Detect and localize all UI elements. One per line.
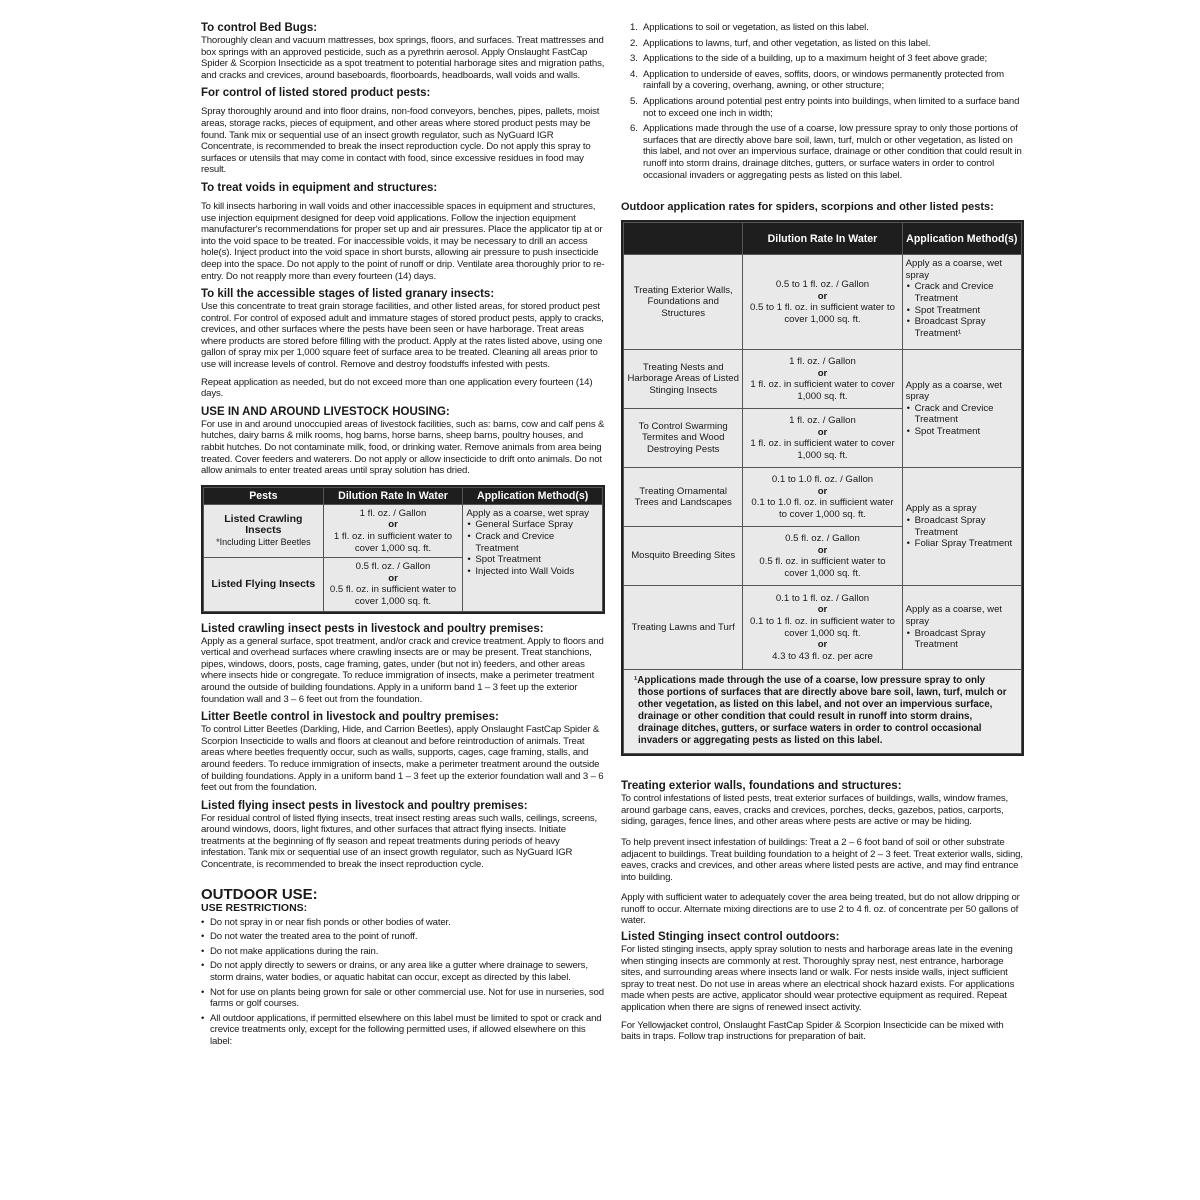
method-list [906, 281, 1018, 339]
stinging-p1: For listed stinging insects, apply spray solution to nests and harborage areas late in the evening when stinging insects are commonly at rest. Thoroughly spray nest, nest entrance, harborage sites, and surrounding areas where insects land or walk. For nests inside walls, inject sufficient spray to treat nest. Do not use in areas where an electrical shock hazard exists. For applications made when pests are active, applicator should wear protective equipment as required. Repeat application when there are signs of renewed insect activity. [621, 944, 1015, 1014]
rate-cell [323, 504, 463, 557]
voids-heading: To treat voids in equipment and structures: [201, 181, 438, 194]
method-cell [902, 255, 1021, 350]
method-item: • Injected into Wall Voids [466, 566, 599, 578]
permitted-item [621, 22, 1024, 34]
item-number: 1. [630, 22, 638, 33]
permitted-item [621, 123, 1024, 181]
method-list [466, 519, 599, 577]
rate-c: 4.3 to 43 fl. oz. per acre [772, 650, 873, 662]
method-item: • Crack and Crevice Treatment [466, 531, 599, 554]
bedbugs-heading: To control Bed Bugs: [201, 22, 318, 34]
item-number: 3. [630, 53, 638, 65]
exterior-p1: To control infestations of listed pests, treat exterior surfaces of buildings, walls, window frames, around garbage cans, eaves, cracks and crevices, porches, decks, gazebos, patios, carports, siding, garages, fence lines, and other areas where pests are active or may be hiding. [621, 793, 1009, 828]
rate-b: 0.5 to 1 fl. oz. in sufficient water to cover 1,000 sq. ft. [750, 302, 895, 325]
table-row [624, 255, 1022, 350]
restrictions-heading: USE RESTRICTIONS: [201, 901, 308, 914]
rate-b: 1 fl. oz. in sufficient water to cover 1,000 sq. ft. [750, 379, 895, 402]
stinging-heading: Listed Stinging insect control outdoors: [621, 931, 840, 944]
site-cell: To Control Swarming Termites and Wood Destroying Pests [624, 409, 743, 468]
rate-a: 0.5 to 1 fl. oz. / Gallon [775, 278, 870, 290]
exterior-heading: Treating exterior walls, foundations and structures: [621, 780, 902, 793]
rate-a: 0.5 fl. oz. / Gallon [785, 532, 860, 544]
crawling-text: Apply as a general surface, spot treatment, and/or crack and crevice treatment. Apply to floors and vertical and overhead surfaces where crawling insects are or may be present. Treat stanchions, pipes, windows, doors, posts, cage framing, gates, under (but not in) feeders, and other areas where insects hide or congregate. To reduce immigration of insects, make a perimeter treatment around the outside of building foundations. Apply in a uniform band 1 – 3 feet up the exterior foundation wall and 3 – 6 feet out from the foundation. [201, 635, 604, 705]
rate-cell [743, 468, 902, 527]
method-list [906, 628, 1018, 651]
stored-text: Spray thoroughly around and into floor drains, non-food conveyors, benches, pipes, pallets, moist areas, storage racks, pieces of equipment, and other areas where stored product pests may be found. Tank mix or sequential use of an insect growth regulator, such as NyGuard IGR Concentrate, is recommended to break the insect reproduction cycle. Do not apply this spray to surfaces or utensils that may come in contact with food, since excessive residues in food may result. [201, 106, 600, 176]
right-column [621, 22, 1024, 1043]
item-text: Application to underside of eaves, soffits, doors, or windows permanently protected from rainfall by a covering, overhang, awning, or other structure; [643, 68, 1004, 92]
item-text: Applications to the side of a building, up to a maximum height of 3 feet above grade; [643, 53, 988, 65]
rate-b: 0.5 fl. oz. in sufficient water to cover 1,000 sq. ft. [329, 584, 457, 607]
table-footnote: ¹Applications made through the use of a coarse, low pressure spray to only those portions of surfaces that are directly above bare soil, lawn, turf, mulch or other vegetation, as listed on this label, and not over an impervious surface, drainage or other condition that could result in runoff into storm drains, drainage ditches, gutters, or surface waters in order to control occasional invaders or aggregating pests as listed on this label. [623, 670, 1022, 754]
permitted-uses-list [621, 22, 1024, 181]
pest-name: Listed Crawling Insects [224, 512, 303, 537]
rate-or: or [817, 485, 828, 497]
site-cell: Treating Exterior Walls, Foundations and Structures [624, 255, 743, 350]
site-cell: Treating Lawns and Turf [624, 586, 743, 670]
header-site [624, 223, 743, 255]
method-intro: Apply as a coarse, wet spray [905, 258, 1003, 281]
restriction-item: • Do not apply directly to sewers or drains, or any area like a gutter where drainage to sewers, storm drains, water bodies, or aquatic habitat can occur, except as directed by this label. [201, 960, 605, 983]
item-number: 4. [630, 68, 638, 80]
method-item: • General Surface Spray [466, 519, 599, 531]
exterior-p2: To help prevent insect infestation of buildings: Treat a 2 – 6 foot band of soil or other substrate adjacent to buildings. Treat building foundation to a height of 2 – 3 feet. Treat exterior walls, siding, eaves, cracks and crevices, and other areas where listed pests are active, and may find entrance into building. [621, 836, 1023, 883]
method-item: • Crack and Crevice Treatment [906, 281, 1018, 304]
voids-text: To kill insects harboring in wall voids and other inaccessible spaces in equipment and structures, use injection equipment designed for deep void applications. Follow the injection equipment manufacturer's recommendations for proper set up and air pressures. Place the applicator tip at or into the void space to be treated. For inaccessible voids, it may be necessary to drill an access hole(s). Inject product into the void space in short bursts, allowing air pressure to push insecticide deep into the space. Do not apply to the point of runoff or drip. Ventilate area thoroughly prior to re-entry. Do not reapply more than every fourteen (14) days. [201, 200, 605, 282]
granary-heading: To kill the accessible stages of listed granary insects: [201, 288, 495, 301]
item-text: Applications around potential pest entry points into buildings, when limited to a surface band not to exceed one inch in width; [643, 95, 1020, 119]
method-cell [902, 350, 1021, 468]
rate-cell [743, 586, 902, 670]
method-intro: Apply as a spray [905, 503, 977, 515]
restrictions-list [201, 917, 605, 1048]
method-intro: Apply as a coarse, wet spray [905, 604, 1003, 628]
method-cell [902, 586, 1021, 670]
method-item: • Broadcast Spray Treatment¹ [906, 316, 1018, 339]
method-item: • Foliar Spray Treatment [906, 538, 1018, 550]
rate-cell [743, 409, 902, 468]
rate-or: or [817, 544, 828, 556]
header-dilution: Dilution Rate In Water [323, 487, 463, 504]
pest-cell [204, 558, 324, 611]
header-method: Application Method(s) [463, 487, 603, 504]
bedbugs-text: Thoroughly clean and vacuum mattresses, box springs, floors, and surfaces. Treat mattresses and box springs with an approved pesticide, such as a pyrethrin aerosol. Apply Onslaught FastCap Spider & Scorpion Insecticide as a spot treatment to potential harborage sites and migration paths, and cracks and crevices, around baseboards, floorboards, headboards, wall voids and walls. [201, 35, 605, 81]
method-cell [463, 504, 603, 611]
livestock-rates-table [203, 487, 603, 612]
outdoor-table [621, 220, 1024, 756]
restriction-item: • Do not spray in or near fish ponds or other bodies of water. [201, 917, 605, 929]
rate-cell [743, 527, 902, 586]
outdoor-table-title: Outdoor application rates for spiders, scorpions and other listed pests: [621, 201, 994, 214]
item-number: 2. [630, 37, 638, 49]
restriction-item: • Do not water the treated area to the point of runoff. [201, 931, 605, 943]
rate-or: or [817, 426, 828, 438]
table-row [624, 468, 1022, 527]
rate-or: or [817, 604, 828, 616]
permitted-item [621, 38, 1024, 50]
method-item: • Broadcast Spray Treatment [906, 515, 1018, 538]
rate-or: or [817, 367, 828, 379]
stinging-p2: For Yellowjacket control, Onslaught FastCap Spider & Scorpion Insecticide can be mixed with baits in traps. Follow trap instructions for preparation of bait. [621, 1019, 1004, 1043]
permitted-item [621, 69, 1024, 92]
rate-a: 0.5 fl. oz. / Gallon [355, 561, 431, 573]
stored-heading: For control of listed stored product pests: [201, 87, 431, 100]
method-item: • Broadcast Spray Treatment [906, 628, 1018, 651]
rate-a: 0.1 to 1.0 fl. oz. / Gallon [771, 473, 874, 485]
rate-a: 0.1 to 1 fl. oz. / Gallon [775, 592, 870, 604]
litter-heading: Litter Beetle control in livestock and poultry premises: [201, 711, 499, 724]
table-row [204, 504, 603, 557]
method-intro: Apply as a coarse, wet spray [466, 507, 589, 519]
rate-b: 1 fl. oz. in sufficient water to cover 1,000 sq. ft. [750, 438, 895, 461]
method-item: • Crack and Crevice Treatment [906, 403, 1018, 426]
table-row [624, 350, 1022, 409]
granary-repeat: Repeat application as needed, but do not exceed more than one application every fourteen (14) days. [201, 376, 593, 400]
pest-note: *Including Litter Beetles [216, 536, 311, 547]
outdoor-rates-table [623, 222, 1022, 670]
rate-cell [743, 350, 902, 409]
item-text: Applications made through the use of a coarse, low pressure spray to only those portions of surfaces that are directly above bare soil, lawn, turf, mulch or other vegetation, as listed on this label, and not over an impervious surface, drainage or other condition that could result in runoff into storm drains, drainage ditches, gutters, or surface waters in order to control occasional invaders or aggregating pests as listed on this label. [643, 123, 1022, 181]
livestock-heading: USE IN AND AROUND LIVESTOCK HOUSING: [201, 405, 450, 418]
method-item: • Spot Treatment [906, 426, 1018, 438]
site-cell: Mosquito Breeding Sites [624, 527, 743, 586]
item-text: Applications to soil or vegetation, as listed on this label. [643, 22, 869, 33]
permitted-item [621, 96, 1024, 119]
method-list [906, 515, 1018, 550]
rate-cell [323, 558, 463, 611]
rate-b: 1 fl. oz. in sufficient water to cover 1,000 sq. ft. [333, 531, 453, 554]
rate-a: 1 fl. oz. / Gallon [359, 507, 427, 519]
restriction-item: • All outdoor applications, if permitted elsewhere on this label must be limited to spot or crack and crevice treatments only, except for the following permitted uses, if allowed elsewhere on this label: [201, 1013, 605, 1048]
livestock-text: For use in and around unoccupied areas of livestock facilities, such as: barns, cow and calf pens & hutches, dairy barns & milk rooms, hog barns, horse barns, sheep barns, poultry houses, and rabbit hutches. Do not contaminate milk, food, or drinking water. Remove animals from area being treated. Cover feeders and waterers. Do not apply or allow insecticide to drift onto animals. Do not allow animals to enter treated areas until spray solution has dried. [201, 418, 605, 477]
item-number: 5. [630, 95, 638, 107]
flying-heading: Listed flying insect pests in livestock and poultry premises: [201, 799, 528, 812]
site-cell: Treating Nests and Harborage Areas of Listed Stinging Insects [624, 350, 743, 409]
rate-or: or [817, 290, 828, 302]
crawling-heading: Listed crawling insect pests in livestock and poultry premises: [201, 622, 544, 635]
method-intro: Apply as a coarse, wet spray [905, 379, 1003, 403]
left-column [201, 22, 605, 1051]
rate-b: 0.1 to 1.0 fl. oz. in sufficient water to cover 1,000 sq. ft. [751, 497, 894, 520]
site-cell: Treating Ornamental Trees and Landscapes [624, 468, 743, 527]
method-item: • Spot Treatment [906, 305, 1018, 317]
granary-text: Use this concentrate to treat grain storage facilities, and other listed areas, for stored product pest control. For control of exposed adult and immature stages of stored product pests, apply to cracks, crevices, and other surfaces where the pests have been seen or have harborage. Treat areas where products are stored before filling with the product. Apply at the rates listed above, using one gallon of spray mix per 1,000 square feet of surface area to be treated. Cleaning all areas prior to use will increase levels of control. Remove and destroy foodstuffs infested with pests. [201, 301, 604, 371]
exterior-p3: Apply with sufficient water to adequately cover the area being treated, but do not allow dripping or runoff to occur. Alternate mixing directions are to use 2 to 4 fl. oz. of concentrate per 50 gallons of water. [621, 892, 1020, 927]
rate-cell [743, 255, 902, 350]
rate-or: or [388, 572, 398, 584]
outdoor-heading: OUTDOOR USE: [201, 885, 318, 903]
flying-text: For residual control of listed flying insects, treat insect resting areas such walls, ceilings, screens, around windows, doors, light fixtures, and other surfaces that attract flying insects. Initiate treatments at the beginning of fly season and repeat treatments during periods of heavy infestation. Tank mix or sequential use of an insect growth regulator, such as NyGuard IGR Concentrate, is recommended to break the insect reproduction cycle. [201, 812, 598, 871]
method-list [906, 403, 1018, 438]
permitted-item [621, 53, 1024, 65]
rate-or: or [388, 519, 398, 531]
pest-name: Listed Flying Insects [211, 577, 316, 590]
rate-b: 0.1 to 1 fl. oz. in sufficient water to cover 1,000 sq. ft. [750, 616, 895, 639]
litter-text: To control Litter Beetles (Darkling, Hide, and Carrion Beetles), apply Onslaught FastCap Spider & Scorpion Insecticide to walls and floors at cleanout and before reintroduction of animals. Treat areas where beetles frequently occur, such as walls, supports, cages, cage framing, stalls, and around feeders. To reduce immigration of insects, make a perimeter treatment around the outside of building foundations. Apply in a uniform band 1 – 3 feet up the exterior foundation wall and 3 – 6 feet out from the foundation. [201, 724, 604, 794]
livestock-table [201, 485, 605, 614]
header-dilution: Dilution Rate In Water [743, 223, 902, 255]
restriction-item: • Not for use on plants being grown for sale or other commercial use. Not for use in nurseries, sod farms or golf courses. [201, 987, 605, 1010]
item-number: 6. [630, 123, 638, 135]
item-text: Applications to lawns, turf, and other vegetation, as listed on this label. [643, 37, 931, 49]
rate-or: or [817, 639, 828, 651]
header-method: Application Method(s) [902, 223, 1021, 255]
rate-a: 1 fl. oz. / Gallon [789, 414, 856, 426]
method-item: • Spot Treatment [466, 554, 599, 566]
rate-a: 1 fl. oz. / Gallon [789, 355, 856, 367]
rate-b: 0.5 fl. oz. in sufficient water to cover 1,000 sq. ft. [759, 556, 886, 579]
header-pests: Pests [204, 487, 324, 504]
restriction-item: • Do not make applications during the rain. [201, 946, 605, 958]
table-row [624, 586, 1022, 670]
pest-cell [204, 504, 324, 557]
method-cell [902, 468, 1021, 586]
